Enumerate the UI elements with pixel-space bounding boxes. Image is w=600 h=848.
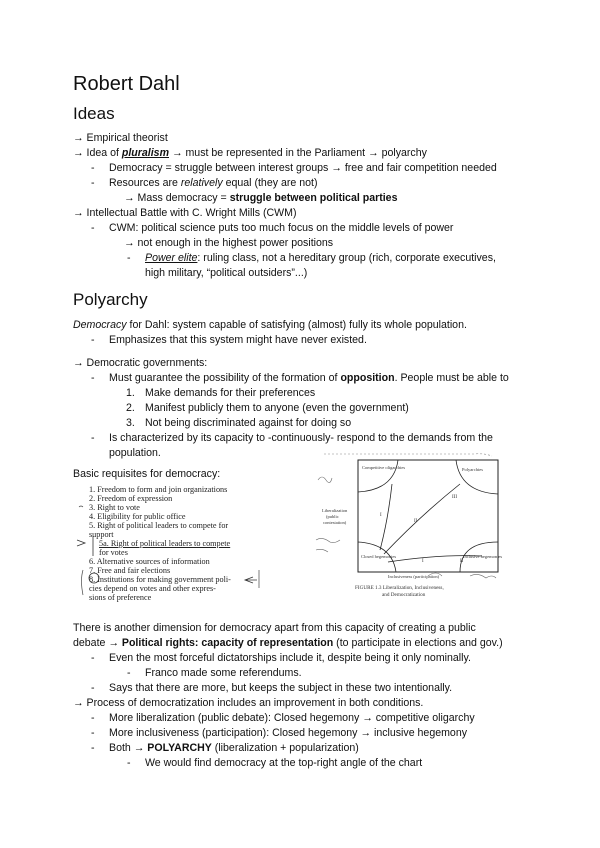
figure-axis-label: (public [326, 514, 339, 519]
line-characterized-cont: population. [109, 447, 161, 459]
requisite-item: cies depend on votes and other expres- [89, 584, 216, 593]
bullet-dash: - [91, 712, 95, 724]
figure-path-label: II [414, 519, 418, 524]
bullet-dash: - [127, 252, 131, 264]
ability-number: 2. [126, 402, 135, 414]
bullet-polyarchy: Both → POLYARCHY (liberalization + popularization) [109, 742, 359, 754]
requisite-item: for votes [99, 548, 128, 557]
line-empirical: → Empirical theorist [73, 132, 168, 144]
bullet-dash: - [91, 742, 95, 754]
page-title: Robert Dahl [73, 73, 180, 95]
figure-axis-label: Liberalization [322, 508, 348, 513]
bullet-liberalization: More liberalization (public debate): Closed hegemony → competitive oligarchy [109, 712, 475, 724]
requisite-item: 7. Free and fair elections [89, 566, 171, 575]
handwritten-marks [73, 485, 295, 600]
figure-path-label: I [380, 513, 382, 518]
bullet-emphasizes: Emphasizes that this system might have never existed. [109, 334, 367, 346]
line-elite-cont: high military, “political outsiders”...) [145, 267, 308, 279]
line-dimension: There is another dimension for democracy apart from this capacity of creating a public [73, 622, 476, 634]
bullet-dash: - [91, 432, 95, 444]
bullet-dash: - [91, 162, 95, 174]
line-battle: → Intellectual Battle with C. Wright Mills (CWM) [73, 207, 297, 219]
line-political-rights: debate → Political rights: capacity of representation (to participate in elections and gov.) [73, 637, 503, 649]
line-democratic-govs: → Democratic governments: [73, 357, 208, 369]
figure-axis-label: Inclusiveness (participation) [388, 574, 440, 579]
bullet-dash: - [91, 334, 95, 346]
requisite-item: 3. Right to vote [89, 503, 140, 512]
requisite-item: 5. Right of political leaders to compete for [89, 521, 229, 530]
line-democracy-def: Democracy for Dahl: system capable of satisfying (almost) fully its whole population. [73, 319, 467, 331]
line-pluralism: → Idea of pluralism → must be represented in the Parliament → polyarchy [73, 147, 427, 159]
bullet-resources: Resources are relatively equal (they are not) [109, 177, 318, 189]
bullet-inclusiveness: More inclusiveness (participation): Closed hegemony → inclusive hegemony [109, 727, 468, 739]
figure-corner-label: Closed hegemonies [361, 554, 397, 559]
bullet-dash: - [127, 757, 131, 769]
figure-axis-label: contestation) [323, 520, 347, 525]
requisite-item: support [89, 530, 114, 539]
requisite-item: 1. Freedom to form and join organizations [89, 485, 228, 494]
ability-item: Not being discriminated against for doing so [145, 417, 352, 429]
figure-path-label: I [422, 559, 424, 564]
bullet-top-right: We would find democracy at the top-right angle of the chart [145, 757, 423, 769]
bullet-cwm: CWM: political science puts too much focus on the middle levels of power [109, 222, 454, 234]
requisites-label: Basic requisites for democracy: [73, 468, 221, 480]
figure-path-label: III [452, 495, 457, 500]
ability-item: Manifest publicly them to anyone (even the government) [145, 402, 409, 414]
ability-number: 3. [126, 417, 135, 429]
pluralism-term: pluralism [121, 147, 169, 159]
figure-corner-label: Inclusive hegemonies [463, 554, 503, 559]
bullet-dash: - [127, 667, 131, 679]
figure-caption: and Democratization [382, 592, 426, 598]
polyarchy-figure [310, 450, 510, 600]
bullet-dash: - [91, 682, 95, 694]
bullet-says: Says that there are more, but keeps the subject in these two intentionally. [109, 682, 453, 694]
bullet-democracy: Democracy = struggle between interest groups → free and fair competition needed [109, 162, 497, 174]
bullet-opposition: Must guarantee the possibility of the formation of opposition. People must be able to [109, 372, 509, 384]
figure-path-label: II [460, 559, 464, 564]
bullet-dash: - [91, 177, 95, 189]
line-cwm-cont: → not enough in the highest power positions [124, 237, 334, 249]
bullet-franco: Franco made some referendums. [145, 667, 302, 679]
ability-number: 1. [126, 387, 135, 399]
bullet-dash: - [91, 222, 95, 234]
requisite-item: 2. Freedom of expression [89, 494, 173, 503]
figure-corner-label: Polyarchies [462, 467, 483, 472]
requisite-item: sions of preference [89, 593, 152, 602]
requisites-scan [73, 485, 295, 600]
line-mass-democracy: → Mass democracy = struggle between political parties [124, 192, 398, 204]
section-heading-ideas: Ideas [73, 104, 115, 123]
bullet-dash: - [91, 727, 95, 739]
bullet-power-elite: Power elite: ruling class, not a hereditary group (rich, corporate executives, [145, 252, 496, 264]
figure-corner-label: Competitive oligarchies [362, 465, 406, 470]
figure-caption: FIGURE 1.3 Liberalization, Inclusiveness, [355, 585, 444, 591]
bullet-characterized: Is characterized by its capacity to -continuously- respond to the demands from the [109, 432, 493, 444]
requisite-item: 5a. Right of political leaders to compete [99, 539, 231, 548]
section-heading-polyarchy: Polyarchy [73, 290, 148, 309]
requisite-item: 8. Institutions for making government poli- [89, 575, 231, 584]
line-process: → Process of democratization includes an improvement in both conditions. [73, 697, 424, 709]
bullet-dictatorships: Even the most forceful dictatorships include it, despite being it only nominally. [109, 652, 471, 664]
requisite-item: 4. Eligibility for public office [89, 512, 186, 521]
bullet-dash: - [91, 372, 95, 384]
requisite-item: 6. Alternative sources of information [89, 557, 210, 566]
bullet-dash: - [91, 652, 95, 664]
ability-item: Make demands for their preferences [145, 387, 316, 399]
